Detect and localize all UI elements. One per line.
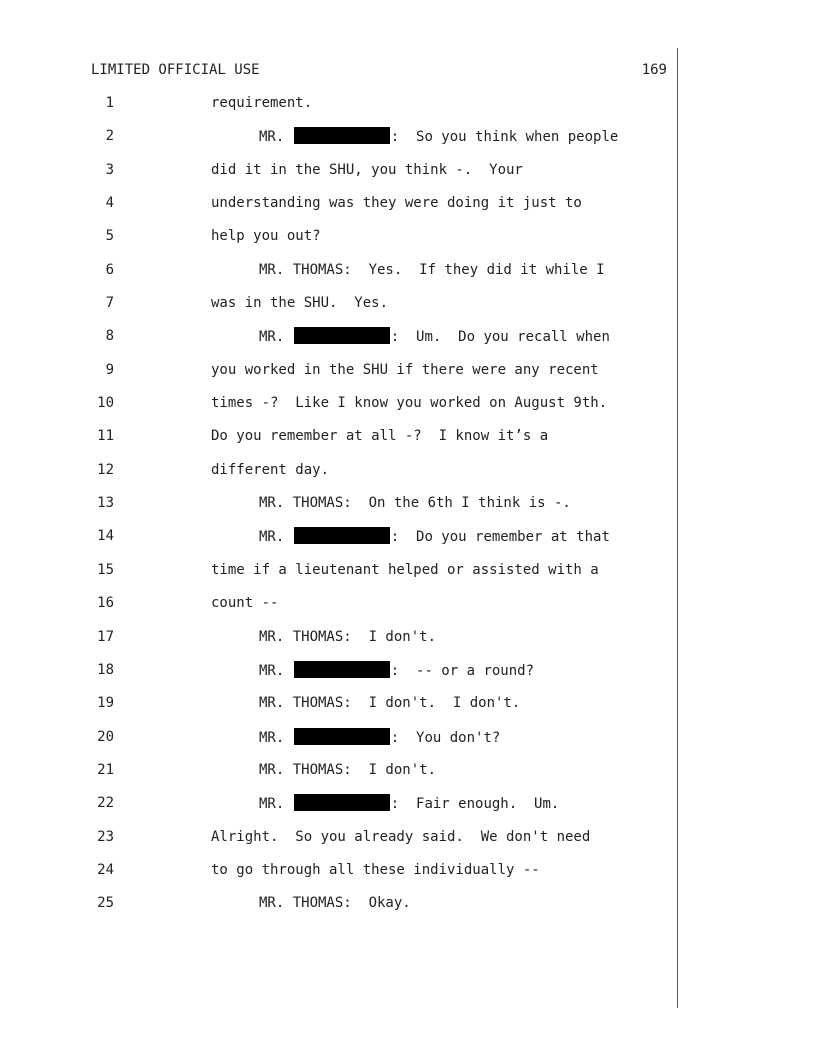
line-number: 12 [97,461,114,478]
transcript-line [0,828,816,861]
transcript-line [0,327,816,360]
line-text: MR. THOMAS: Yes. If they did it while I [259,261,605,278]
line-number: 3 [105,161,114,178]
speaker-text: : Um. Do you recall when [390,329,610,346]
line-number: 6 [105,261,114,278]
speaker-text: : So you think when people [390,129,619,146]
redaction-box [294,327,390,344]
transcript-line [0,427,816,460]
transcript-line [0,861,816,894]
line-text [259,794,559,813]
transcript-line [0,127,816,160]
line-number: 18 [97,661,114,678]
line-number: 10 [97,395,114,412]
line-text [259,127,618,146]
transcript-body [0,94,816,928]
redaction-box [294,127,390,144]
speaker-text: : Do you remember at that [390,529,610,546]
line-number: 1 [105,95,114,111]
transcript-line [0,594,816,627]
transcript-line [0,761,816,794]
line-text: Alright. So you already said. We don't need [211,828,591,845]
redaction-box [294,728,390,745]
speaker-prefix: MR. [259,329,285,346]
transcript-line [0,161,816,194]
line-text [259,661,534,680]
line-text [259,527,610,546]
line-text: Do you remember at all -? I know it’s a [211,428,549,445]
speaker-text: : Fair enough. Um. [390,796,560,813]
line-number: 7 [105,295,114,312]
line-number: 11 [97,428,114,445]
speaker-prefix: MR. [259,129,285,146]
transcript-line [0,461,816,494]
transcript-line [0,261,816,294]
speaker-prefix: MR. [259,729,285,746]
line-number: 22 [97,795,114,812]
line-text: MR. THOMAS: On the 6th I think is -. [259,495,571,512]
line-text: MR. THOMAS: Okay. [259,895,411,912]
transcript-line [0,194,816,227]
line-number: 14 [97,528,114,545]
line-text: help you out? [211,228,321,245]
redaction-box [294,794,390,811]
line-number: 13 [97,495,114,512]
line-number: 9 [105,361,114,378]
line-number: 4 [105,195,114,212]
line-text [259,327,610,346]
transcript-line [0,394,816,427]
line-text: you worked in the SHU if there were any recent [211,361,599,378]
transcript-line [0,294,816,327]
speaker-prefix: MR. [259,796,285,813]
redaction-box [294,661,390,678]
transcript-line [0,527,816,560]
line-text: MR. THOMAS: I don't. [259,628,437,645]
line-number: 2 [105,128,114,145]
transcript-line [0,694,816,727]
line-number: 5 [105,228,114,245]
line-number: 21 [97,761,114,778]
redaction-box [294,527,390,544]
line-number: 15 [97,561,114,578]
line-text: understanding was they were doing it just to [211,195,582,212]
line-text: count -- [211,595,279,612]
line-number: 20 [97,728,114,745]
line-number: 8 [105,328,114,345]
transcript-line [0,561,816,594]
classification-header: LIMITED OFFICIAL USE [91,62,260,78]
page-number: 169 [641,62,667,78]
transcript-line [0,494,816,527]
line-text: time if a lieutenant helped or assisted with a [211,561,599,578]
line-number: 17 [97,628,114,645]
line-text: did it in the SHU, you think -. Your [211,161,523,178]
speaker-prefix: MR. [259,529,285,546]
speaker-text: : -- or a round? [390,662,535,679]
transcript-line [0,361,816,394]
line-text: MR. THOMAS: I don't. I don't. [259,695,521,712]
transcript-line [0,794,816,827]
line-number: 24 [97,861,114,878]
line-text: different day. [211,461,330,478]
transcript-line [0,628,816,661]
line-text: MR. THOMAS: I don't. [259,761,437,778]
transcript-line [0,94,816,127]
line-text: was in the SHU. Yes. [211,295,389,312]
line-text: to go through all these individually -- [211,861,540,878]
transcript-line [0,894,816,927]
line-text: times -? Like I know you worked on August 9th. [211,395,608,412]
line-text [259,728,500,747]
line-number: 25 [97,895,114,912]
line-number: 16 [97,595,114,612]
transcript-line [0,227,816,260]
transcript-line [0,661,816,694]
speaker-text: : You don't? [390,729,501,746]
speaker-prefix: MR. [259,662,285,679]
line-number: 23 [97,828,114,845]
line-number: 19 [97,695,114,712]
line-text: requirement. [211,95,313,111]
transcript-line [0,728,816,761]
